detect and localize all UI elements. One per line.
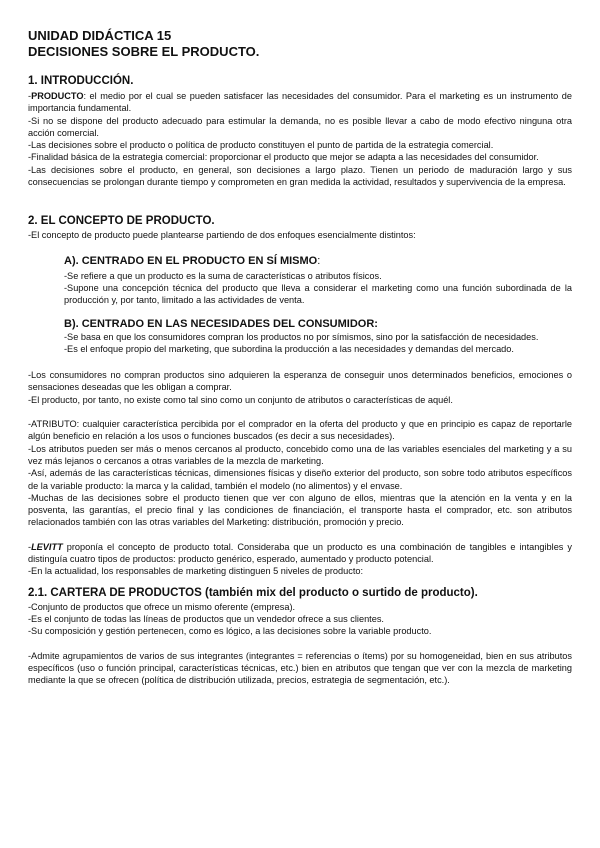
paragraph: -Si no se dispone del producto adecuado para estimular la demanda, no es posible llevar a cabo de modo efectivo ninguna otra acción comercial. — [28, 115, 572, 138]
paragraph: -El concepto de producto puede plantearse partiendo de dos enfoques esencialmente distintos: — [28, 230, 416, 241]
subheading-b: B). CENTRADO EN LAS NECESIDADES DEL CONSUMIDOR: — [64, 317, 378, 330]
paragraph: -Así, además de las características técnicas, dimensiones físicas y diseño exterior del producto, son sobre todo atributos específicos de la variable producto: la marca y la calidad, también el modelo (no alimentos) y el envase. — [28, 468, 572, 491]
paragraph: -Muchas de las decisiones sobre el producto tienen que ver con alguno de ellos, mientras que la atención en la venta y en la posventa, las garantías, el precio final y las condiciones de financiación, el transporte hasta el comprador, etc. son atributos relacionados también con las otras variables del Marketing: distribución, promoción y precio. — [28, 492, 572, 528]
paragraph: -Las decisiones sobre el producto o política de producto constituyen el punto de partida de la estrategia comercial. — [28, 140, 494, 151]
document-page — [28, 28, 572, 686]
paragraph: -Las decisiones sobre el producto, en general, son decisiones a largo plazo. Tienen un periodo de maduración largo y sus consecuencias se prolongan durante tiempo y comprometen en gran medida la actividad, resultados y supervivencia de la empresa. — [28, 164, 572, 188]
paragraph-producto: -PRODUCTO: el medio por el cual se pueden satisfacer las necesidades del consumidor. Para el marketing es un instrumento de importancia fundamental. — [28, 91, 572, 114]
paragraph: -Admite agrupamientos de varios de sus integrantes (integrantes = referencias o ítems) por su homogeneidad, bien en sus atributos específicos (uso o función principal, características técnicas, etc.) bien en atributos que tengan que ver con la mezcla de marketing mediante la que se ofrecen (política de distribución utilizada, precios, estrategia de segmentación, etc.). — [28, 650, 572, 686]
section-2-heading: 2. EL CONCEPTO DE PRODUCTO. — [28, 215, 215, 228]
paragraph: -Supone una concepción técnica del producto que lleva a considerar el marketing como una función subordinada de la producción y, por tanto, limitado a las actividades de venta. — [64, 282, 572, 306]
paragraph-levitt: -LEVITT proponía el concepto de producto total. Consideraba que un producto es una combinación de tangibles e intangibles y distinguía cuatro tipos de productos: producto genérico, esperado, aumentado y producto potencial. — [28, 541, 572, 565]
paragraph-atributo: -ATRIBUTO: cualquier característica percibida por el comprador en la oferta del producto y que en principio es capaz de reportarle algún beneficio en relación a los usos o funciones buscados (es decir a sus necesidades). — [28, 419, 572, 442]
paragraph: -Los atributos pueden ser más o menos cercanos al producto, concebido como una de las variables esenciales del marketing y a su vez más lejanos o cercanos a otras variables de la mezcla de marketing. — [28, 443, 572, 466]
paragraph: -Se refiere a que un producto es la suma de características o atributos físicos. — [64, 270, 382, 281]
paragraph: -Conjunto de productos que ofrece un mismo oferente (empresa). — [28, 601, 296, 612]
paragraph: -Es el enfoque propio del marketing, que subordina la producción a las necesidades y demandas del mercado. — [64, 343, 514, 354]
paragraph: -Es el conjunto de todas las líneas de productos que un vendedor ofrece a sus clientes. — [28, 613, 384, 624]
section-1-heading: 1. INTRODUCCIÓN. — [28, 75, 134, 87]
paragraph: -En la actualidad, los responsables de marketing distinguen 5 niveles de producto: — [28, 566, 364, 577]
paragraph: -El producto, por tanto, no existe como tal sino como un conjunto de atributos o características de aquél. — [28, 394, 453, 405]
keyword-producto: PRODUCTO — [31, 91, 84, 101]
keyword-levitt: LEVITT — [31, 541, 63, 552]
paragraph: -Se basa en que los consumidores compran los productos no por símismos, sino por la satisfacción de necesidades. — [64, 331, 539, 342]
section-2-1-heading: 2.1. CARTERA DE PRODUCTOS (también mix del producto o surtido de producto). — [28, 586, 478, 599]
paragraph: -Los consumidores no compran productos sino adquieren la esperanza de conseguir unos determinados beneficios, emociones o sensaciones deseadas que les obligan a comprar. — [28, 370, 572, 393]
unit-title: UNIDAD DIDÁCTICA 15 — [28, 28, 172, 43]
document-title: DECISIONES SOBRE EL PRODUCTO. — [28, 44, 260, 59]
subheading-a: A). CENTRADO EN EL PRODUCTO EN SÍ MISMO: — [64, 254, 321, 267]
paragraph: -Finalidad básica de la estrategia comercial: proporcionar el producto que mejor se adapta a las necesidades del consumidor. — [28, 152, 539, 163]
paragraph: -Su composición y gestión pertenecen, como es lógico, a las decisiones sobre la variable producto. — [28, 626, 432, 637]
